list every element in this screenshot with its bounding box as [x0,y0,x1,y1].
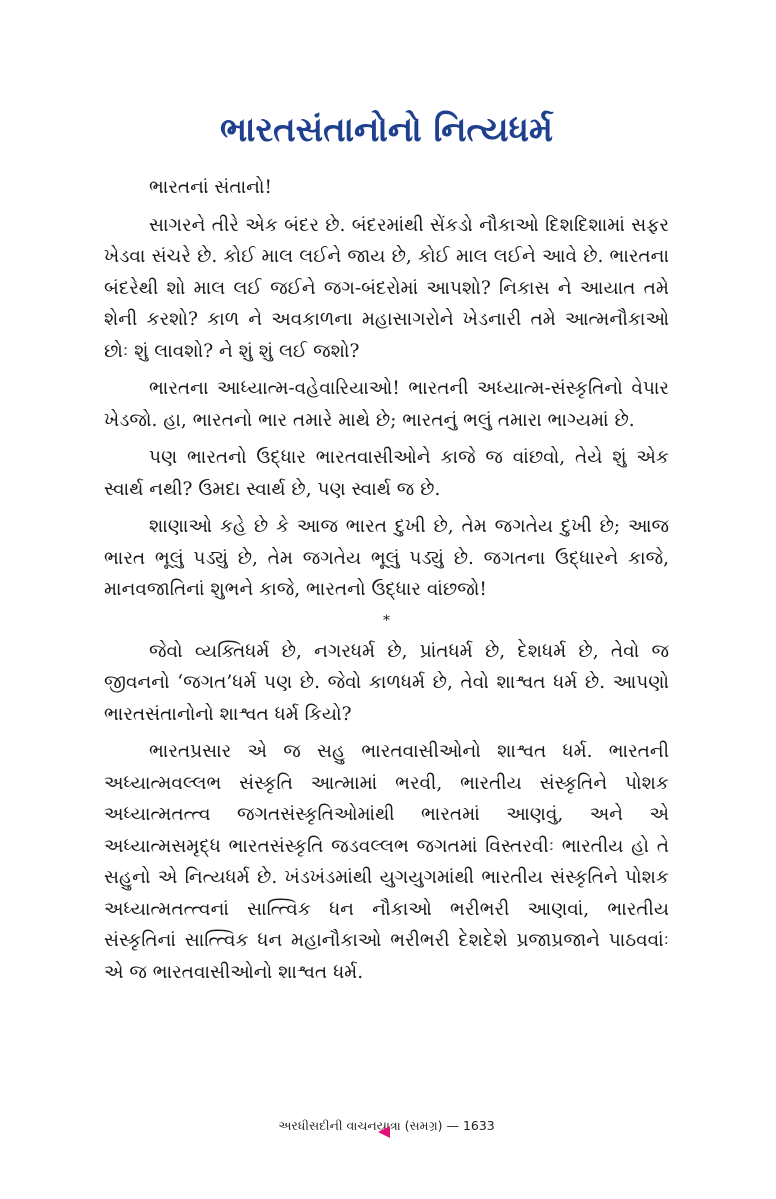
paragraph: ભારતના આધ્યાત્મ-વહેવારિયાઓ! ભારતની અધ્યાત્મ-સંસ્કૃતિનો વેપાર ખેડજો. હા, ભારતનો ભાર તમારે માથે છે; ભારતનું ભલું તમારા ભાગ્યમાં છે. [104,378,669,431]
paragraph: પણ ભારતનો ઉદ્ધાર ભારતવાસીઓને કાજે જ વાંછવો, તેયે શું એક સ્વાર્થ નથી? ઉમદા સ્વાર્થ છે, પણ સ્વાર્થ જ છે. [104,447,669,500]
paragraph: જેવો વ્યક્તિધર્મ છે, નગરધર્મ છે, પ્રાંતધર્મ છે, દેશધર્મ છે, તેવો જ જીવનનો ‘જગત’ધર્મ પણ છે. જેવો કાળધર્મ છે, તેવો શાશ્વત ધર્મ છે. આપણો ભારતસંતાનોનો શાશ્વત ધર્મ કિયો? [104,640,669,725]
paragraph: શાણાઓ કહે છે કે આજ ભારત દુખી છે, તેમ જગતેય દુખી છે; આજ ભારત ભૂલું પડ્યું છે, તેમ જગતેય ભૂલું પડ્યું છે. જગતના ઉદ્ધારને કાજે, માનવજાતિનાં શુભને કાજે, ભારતનો ઉદ્ધાર વાંછજો! [104,516,669,600]
paragraph-greeting: ભારતનાં સંતાનો! [149,177,272,198]
previous-page-arrow-icon[interactable] [378,1126,390,1138]
page-title: ભારતસંતાનોનો નિત્યધર્મ [219,110,554,150]
section-separator: * [383,612,390,629]
page-footer: અરધીસદીની વાચનયાત્રા (સમગ્ર) — 1633 [278,1118,495,1133]
paragraph: ભારતપ્રસાર એ જ સહુ ભારતવાસીઓનો શાશ્વત ધર્મ. ભારતની અધ્યાત્મવલ્લભ સંસ્કૃતિ આત્મામાં ભરવી, ભારતીય સંસ્કૃતિને પોશક અધ્યાત્મતત્ત્વ જગતસંસ્કૃતિઓમાંથી ભારતમાં આણવું, અને એ અધ્યાત્મસમૃદ્ધ ભારતસંસ્કૃતિ જડવલ્લભ જગતમાં વિસ્તરવીઃ ભારતીય હો તે સહુનો એ નિત્યધર્મ છે. ખંડખંડમાંથી યુગયુગમાંથી ભારતીય સંસ્કૃતિને પોશક અધ્યાત્મતત્ત્વનાં સાત્ત્વિક ધન નૌકાઓ ભરીભરી આણવાં, ભારતીય સંસ્કૃતિનાં સાત્ત્વિક ધન મહાનૌકાઓ ભરીભરી દેશદેશે પ્રજાપ્રજાને પાઠવવાંઃ એ જ ભારતવાસીઓનો શાશ્વત ધર્મ. [104,741,669,983]
paragraph: સાગરને તીરે એક બંદર છે. બંદરમાંથી સેંકડો નૌકાઓ દિશદિશામાં સફર ખેડવા સંચરે છે. કોઈ માલ લઈને જાય છે, કોઈ માલ લઈને આવે છે. ભારતના બંદરેથી શો માલ લઈ જઈને જગ-બંદરોમાં આપશો? નિકાસ ને આયાત તમે શેની કરશો? કાળ ને અવકાળના મહાસાગરોને ખેડનારી તમે આત્મનૌકાઓ છોઃ શું લાવશો? ને શું શું લઈ જશો? [104,214,669,362]
article-body [104,172,669,994]
